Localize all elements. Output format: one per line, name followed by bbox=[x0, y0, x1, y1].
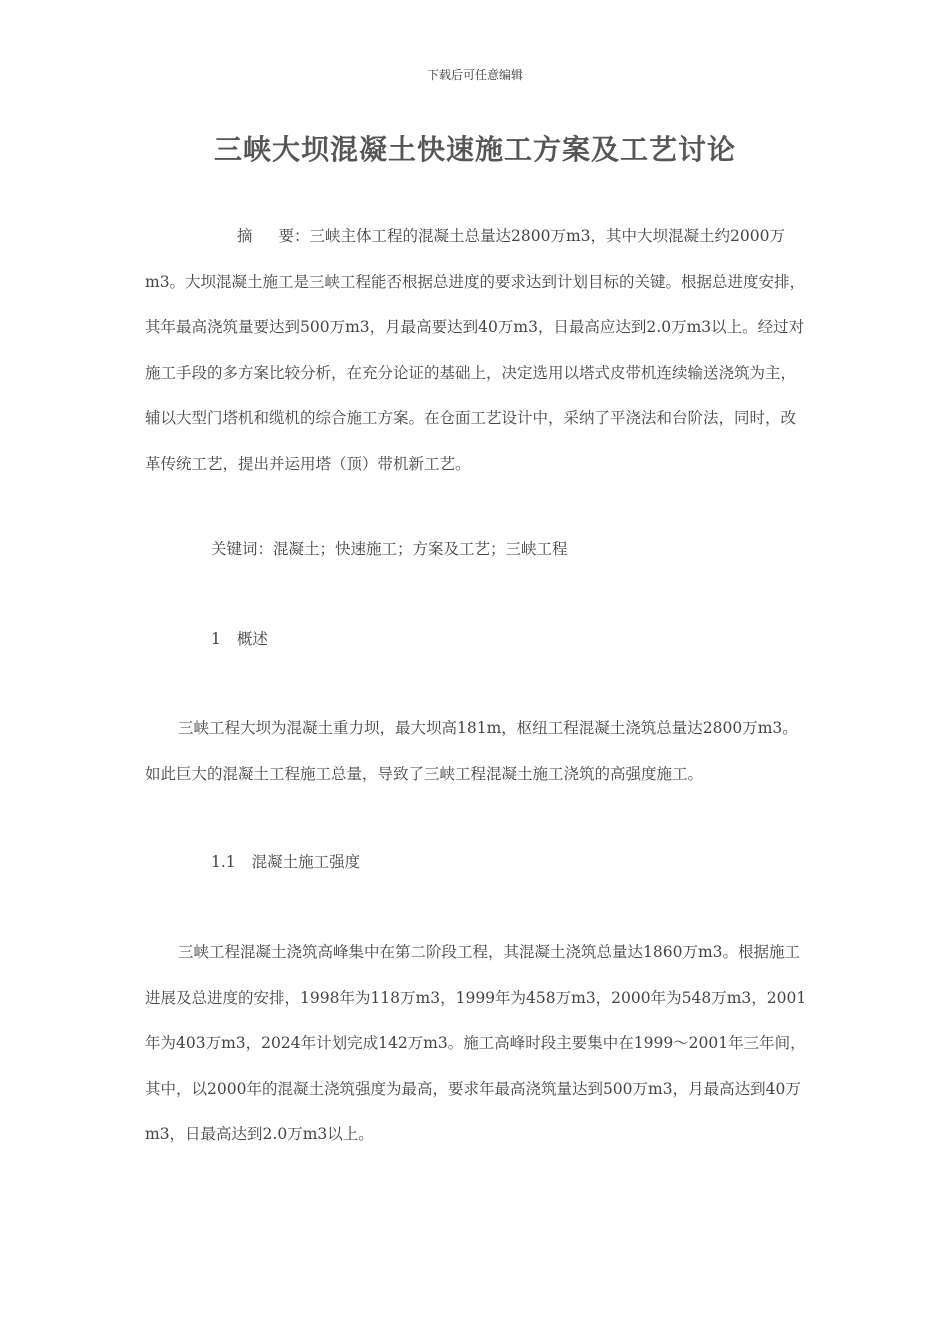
section-1-title: 概述 bbox=[236, 630, 268, 648]
section-1-1-number: 1.1 bbox=[211, 853, 236, 871]
section-1-heading bbox=[145, 617, 876, 663]
keywords-line: 关键词：混凝土；快速施工；方案及工艺；三峡工程 bbox=[211, 540, 568, 558]
abstract-label-a: 摘 bbox=[237, 227, 253, 245]
section-1-paragraph: 三峡工程大坝为混凝土重力坝，最大坝高181m，枢纽工程混凝土浇筑总量达2800万m3。如此巨大的混凝土工程施工总量，导致了三峡工程混凝土施工浇筑的高强度施工。 bbox=[145, 719, 798, 783]
header-note: 下载后可任意编辑 bbox=[426, 68, 523, 82]
section-1-1-paragraph: 三峡工程混凝土浇筑高峰集中在第二阶段工程，其混凝土浇筑总量达1860万m3。根据施工进展及总进度的安排，1998年为118万m3，1999年为458万m3，2000年为548万m3，2001年为403万m3，2024年计划完成142万m3。施工高峰时段主要集中在1999～2001年三年间，其中，以2000年的混凝土浇筑强度为最高，要求年最高浇筑量达到500万m3，月最高达到40万m3，日最高达到2.0万m3以上。 bbox=[145, 943, 807, 1143]
abstract-label-b: 要： bbox=[278, 227, 310, 245]
page-title: 三峡大坝混凝土快速施工方案及工艺讨论 bbox=[213, 133, 736, 166]
section-1-number: 1 bbox=[211, 630, 221, 648]
abstract-paragraph bbox=[145, 214, 810, 487]
section-1-1-heading bbox=[145, 840, 876, 886]
section-1-1-title: 混凝土施工强度 bbox=[251, 853, 361, 871]
abstract-text: 三峡主体工程的混凝土总量达2800万m3，其中大坝混凝土约2000万m3。大坝混凝土施工是三峡工程能否根据总进度的要求达到计划目标的关键。根据总进度安排，其年最高浇筑量要达到500万m3，月最高要达到40万m3，日最高应达到2.0万m3以上。经过对施工手段的多方案比较分析，在充分论证的基础上，决定选用以塔式皮带机连续输送浇筑为主，辅以大型门塔机和缆机的综合施工方案。在仓面工艺设计中，采纳了平浇法和台阶法，同时，改革传统工艺，提出并运用塔（顶）带机新工艺。 bbox=[145, 227, 806, 473]
